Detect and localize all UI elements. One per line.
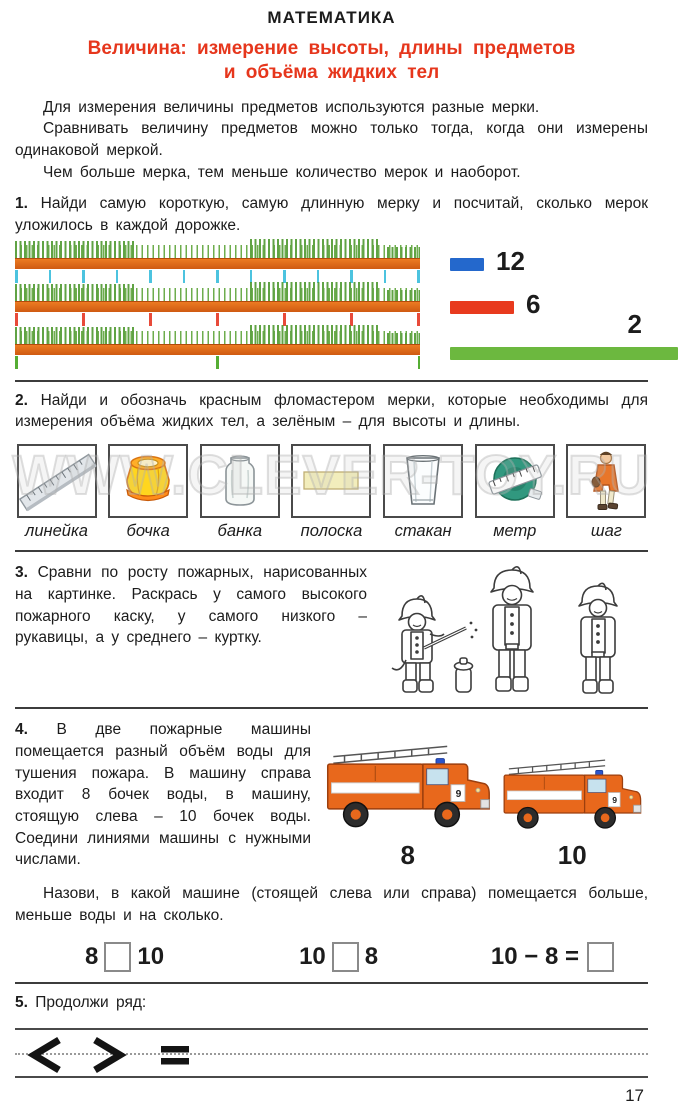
grass-path-strip[interactable] xyxy=(15,331,420,371)
less-than-symbol xyxy=(25,1033,69,1077)
tick-mark xyxy=(116,270,119,283)
path-bar xyxy=(15,301,420,312)
item-strip[interactable] xyxy=(290,444,373,541)
comparison-answer-box[interactable] xyxy=(104,942,131,972)
measure-items xyxy=(15,444,648,541)
item-tape-measure[interactable] xyxy=(473,444,556,541)
tick-mark xyxy=(82,270,85,283)
section-divider xyxy=(15,550,648,552)
task5-text: 5. Продолжи ряд: xyxy=(15,994,147,1012)
task4-text: 4. В две пожарные машины помещается разный объём воды для тушения пожара. В машину справа входит 8 бочек воды, в машину, стоящую слева – 10 бочек воды. Соедини линиями машины с нужными числами. xyxy=(15,721,311,869)
equals-symbol xyxy=(157,1036,193,1074)
grass-texture xyxy=(15,245,420,258)
tick-mark xyxy=(216,270,219,283)
item-label: стакан xyxy=(394,522,452,541)
item-label: бочка xyxy=(126,522,170,541)
grass-path-strip[interactable] xyxy=(15,245,420,285)
fire-truck-icon xyxy=(501,753,643,836)
tick-mark xyxy=(149,270,152,283)
measure-strip-row xyxy=(15,288,648,328)
measure-count: 6 xyxy=(526,288,541,319)
tick-mark xyxy=(15,356,18,369)
measure-legend xyxy=(420,288,648,328)
task3-section xyxy=(15,562,648,698)
item-box[interactable] xyxy=(566,444,646,518)
intro-paragraph: Сравнивать величину предметов можно только тогда, когда они измерены одинаковой меркой. xyxy=(15,120,648,159)
page-title: МАТЕМАТИКА xyxy=(267,8,396,27)
task2-number: 2. xyxy=(15,391,28,409)
comparison-2 xyxy=(299,942,378,972)
task3-text: 3. Сравни по росту пожарных, нарисованных на картинке. Раскрась у самого высокого пожарного каску, у самого низкого – рукавицы, а у среднего – куртку. xyxy=(15,564,367,647)
task1-strips xyxy=(15,245,648,371)
tick-mark xyxy=(216,356,219,369)
task5-number: 5. xyxy=(15,994,28,1012)
measure-sample-green[interactable] xyxy=(450,347,678,360)
grass-path-strip[interactable] xyxy=(15,288,420,328)
fire-truck-icon xyxy=(324,738,492,836)
lesson-title xyxy=(15,37,648,86)
greater-than-symbol xyxy=(85,1033,129,1077)
tick-mark xyxy=(216,313,219,326)
measure-count: 12 xyxy=(496,245,525,276)
measure-count: 2 xyxy=(627,308,642,339)
measure-sample-blue[interactable] xyxy=(450,258,484,271)
tick-mark xyxy=(15,270,18,283)
tape-measure-icon xyxy=(483,450,547,512)
fire-trucks-picture xyxy=(311,719,648,871)
item-box[interactable] xyxy=(383,444,463,518)
measure-legend xyxy=(420,308,648,371)
tick-marks xyxy=(15,356,420,369)
task3-number: 3. xyxy=(15,564,28,582)
task4-section xyxy=(15,719,648,871)
item-label: полоска xyxy=(300,522,363,541)
comparison-row xyxy=(15,942,648,972)
item-glass[interactable] xyxy=(382,444,465,541)
item-jar[interactable] xyxy=(198,444,281,541)
jar-icon xyxy=(209,450,271,512)
measure-sample-red[interactable] xyxy=(450,301,514,314)
comparison-left-value: 10 xyxy=(299,943,326,971)
step-person-icon xyxy=(577,449,635,513)
section-divider xyxy=(15,380,648,382)
measure-legend xyxy=(420,245,648,285)
strip-icon xyxy=(299,450,363,512)
item-step[interactable] xyxy=(565,444,648,541)
item-box[interactable] xyxy=(108,444,188,518)
equation-text: 10 − 8 = xyxy=(490,943,579,971)
task4-question: Назови, в какой машине (стоящей слева или справа) помещается больше, меньше воды и на сколько. xyxy=(15,884,648,924)
item-box[interactable] xyxy=(200,444,280,518)
grass-texture xyxy=(15,331,420,344)
tick-mark xyxy=(183,270,186,283)
path-bar xyxy=(15,258,420,269)
item-ruler[interactable] xyxy=(15,444,98,541)
item-box[interactable] xyxy=(291,444,371,518)
comparison-left-value: 8 xyxy=(85,943,99,971)
comparison-answer-box[interactable] xyxy=(332,942,359,972)
left-truck-group[interactable] xyxy=(324,738,492,871)
comparison-right-value: 10 xyxy=(137,943,165,971)
grass-texture xyxy=(15,288,420,301)
item-box[interactable] xyxy=(17,444,97,518)
intro-paragraph: Для измерения величины предметов используются разные мерки. xyxy=(43,98,540,116)
writing-lines[interactable] xyxy=(15,1028,648,1078)
right-truck-group[interactable] xyxy=(501,753,643,871)
item-label: линейка xyxy=(25,522,88,541)
task1-text: 1. Найди самую короткую, самую длинную мерку и посчитай, сколько мерок уложилось в каждой дорожке. xyxy=(15,195,649,235)
item-label: метр xyxy=(493,522,537,541)
tick-mark xyxy=(82,313,85,326)
item-label: банка xyxy=(217,522,263,541)
measure-strip-row xyxy=(15,245,648,285)
ruler-icon xyxy=(24,450,90,512)
task1-number: 1. xyxy=(15,195,28,213)
item-label: шаг xyxy=(590,522,622,541)
intro-block xyxy=(15,97,648,184)
lesson-title-line1: Величина: измерение высоты, длины предметов xyxy=(87,38,576,59)
lesson-title-line2: и объёма жидких тел xyxy=(223,62,440,84)
tick-mark xyxy=(149,313,152,326)
glass-icon xyxy=(392,450,454,512)
firefighters-drawing xyxy=(372,562,644,698)
svg-text:9: 9 xyxy=(455,788,462,800)
tick-mark xyxy=(15,313,18,326)
barrel-icon xyxy=(116,450,180,512)
task4-number: 4. xyxy=(15,721,28,739)
item-box[interactable] xyxy=(475,444,555,518)
svg-text:9: 9 xyxy=(612,794,618,805)
page-number: 17 xyxy=(625,1086,644,1105)
equation xyxy=(491,942,620,972)
left-truck-number[interactable]: 8 xyxy=(400,839,415,870)
tick-mark xyxy=(49,270,52,283)
comparison-1 xyxy=(85,942,164,972)
task2-text: 2. Найди и обозначь красным фломастером мерки, которые необходимы для измерения объёма жидких тел, а зелёным – для высоты и длины. xyxy=(15,391,648,431)
equation-answer-box[interactable] xyxy=(587,942,614,972)
measure-strip-row xyxy=(15,308,648,371)
comparison-right-value: 8 xyxy=(364,943,379,971)
tick-mark xyxy=(384,270,387,283)
section-divider xyxy=(15,982,648,984)
intro-paragraph: Чем больше мерка, тем меньше количество мерок и наоборот. xyxy=(43,163,521,181)
firefighters-picture[interactable] xyxy=(367,562,648,698)
path-bar xyxy=(15,344,420,355)
item-barrel[interactable] xyxy=(107,444,190,541)
section-divider xyxy=(15,707,648,709)
right-truck-number[interactable]: 10 xyxy=(557,839,587,870)
